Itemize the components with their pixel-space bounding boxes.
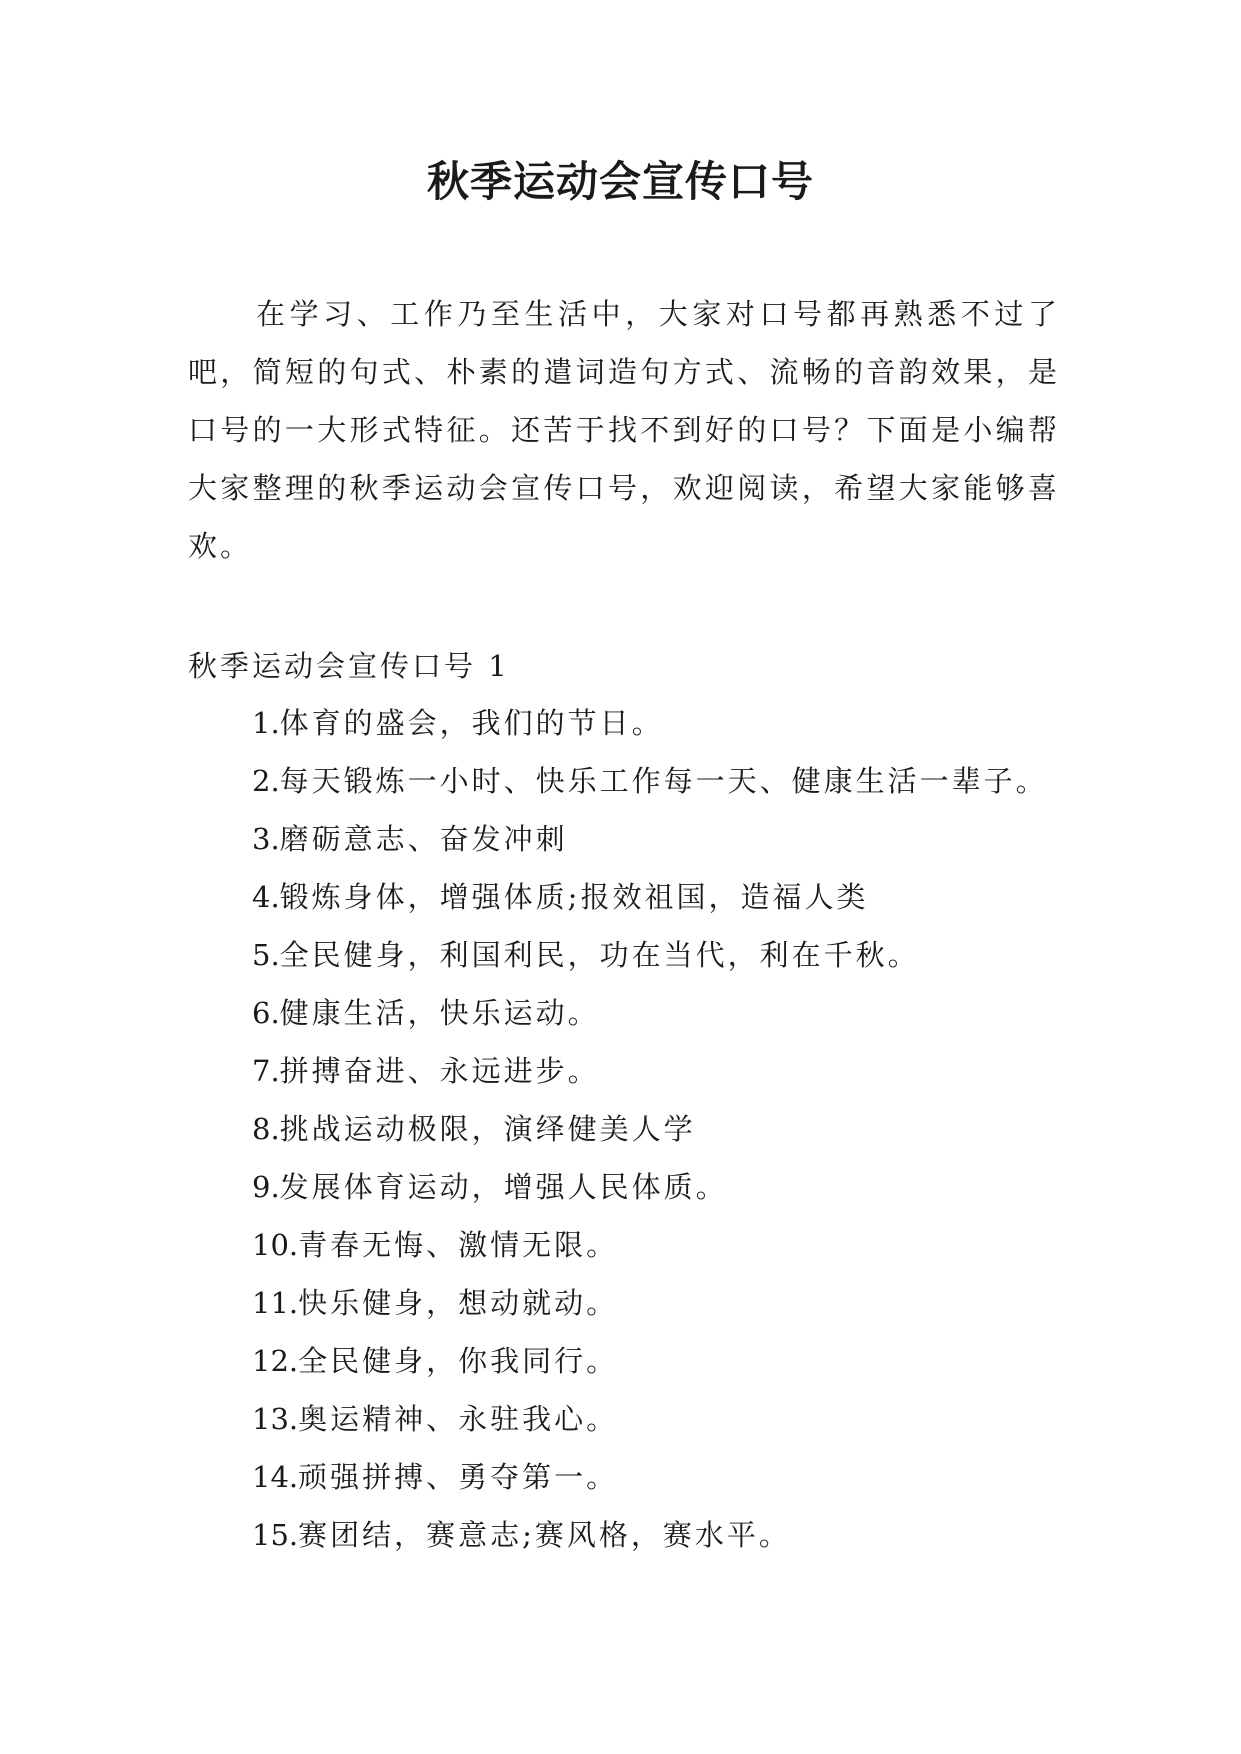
slogan-number: 10. (252, 1228, 299, 1262)
slogan-number: 7. (252, 1054, 280, 1088)
slogan-list (252, 694, 1048, 1564)
slogan-text: 青春无悔、激情无限。 (298, 1228, 619, 1262)
slogan-number: 6. (252, 996, 280, 1030)
slogan-text: 体育的盛会，我们的节日。 (279, 706, 664, 740)
slogan-number: 15. (252, 1518, 299, 1552)
slogan-item (252, 1448, 1048, 1506)
slogan-number: 11. (252, 1286, 299, 1320)
slogan-item (252, 1332, 1048, 1390)
slogan-item (252, 752, 1048, 810)
slogan-number: 14. (252, 1460, 299, 1494)
slogan-item (252, 1042, 1048, 1100)
slogan-text: 每天锻炼一小时、快乐工作每一天、健康生活一辈子。 (279, 764, 1048, 798)
slogan-text: 全民健身，你我同行。 (298, 1344, 619, 1378)
slogan-text: 全民健身，利国利民，功在当代，利在千秋。 (279, 938, 920, 972)
slogan-item (252, 1100, 1048, 1158)
slogan-number: 1. (252, 706, 280, 740)
slogan-text: 赛团结，赛意志;赛风格，赛水平。 (298, 1518, 791, 1552)
slogan-text: 锻炼身体，增强体质;报效祖国，造福人类 (279, 880, 869, 914)
slogan-number: 8. (252, 1112, 280, 1146)
slogan-text: 挑战运动极限，演绎健美人学 (279, 1112, 696, 1146)
slogan-text: 快乐健身，想动就动。 (298, 1286, 619, 1320)
slogan-item (252, 1506, 1048, 1564)
slogan-item (252, 1158, 1048, 1216)
slogan-text: 发展体育运动，增强人民体质。 (279, 1170, 728, 1204)
slogan-item (252, 1274, 1048, 1332)
slogan-item (252, 810, 1048, 868)
slogan-text: 健康生活，快乐运动。 (279, 996, 600, 1030)
slogan-number: 2. (252, 764, 280, 798)
slogan-item (252, 926, 1048, 984)
slogan-item (252, 1390, 1048, 1448)
slogan-number: 13. (252, 1402, 299, 1436)
slogan-item (252, 868, 1048, 926)
slogan-text: 拼搏奋进、永远进步。 (279, 1054, 600, 1088)
slogan-text: 奥运精神、永驻我心。 (298, 1402, 619, 1436)
intro-paragraph: 在学习、工作乃至生活中，大家对口号都再熟悉不过了吧，简短的句式、朴素的遣词造句方式、流畅的音韵效果，是口号的一大形式特征。还苦于找不到好的口号？下面是小编帮大家整理的秋季运动会宣传口号，欢迎阅读，希望大家能够喜欢。 (188, 297, 1060, 563)
slogan-text: 顽强拼搏、勇夺第一。 (298, 1460, 619, 1494)
slogan-item (252, 1216, 1048, 1274)
slogan-item (252, 694, 1048, 752)
document-title: 秋季运动会宣传口号 (426, 157, 814, 206)
slogan-item (252, 984, 1048, 1042)
slogan-text: 磨砺意志、奋发冲刺 (279, 822, 568, 856)
section-heading: 秋季运动会宣传口号 1 (188, 649, 510, 683)
slogan-number: 9. (252, 1170, 280, 1204)
slogan-number: 12. (252, 1344, 299, 1378)
slogan-number: 5. (252, 938, 280, 972)
slogan-number: 4. (252, 880, 280, 914)
slogan-number: 3. (252, 822, 280, 856)
